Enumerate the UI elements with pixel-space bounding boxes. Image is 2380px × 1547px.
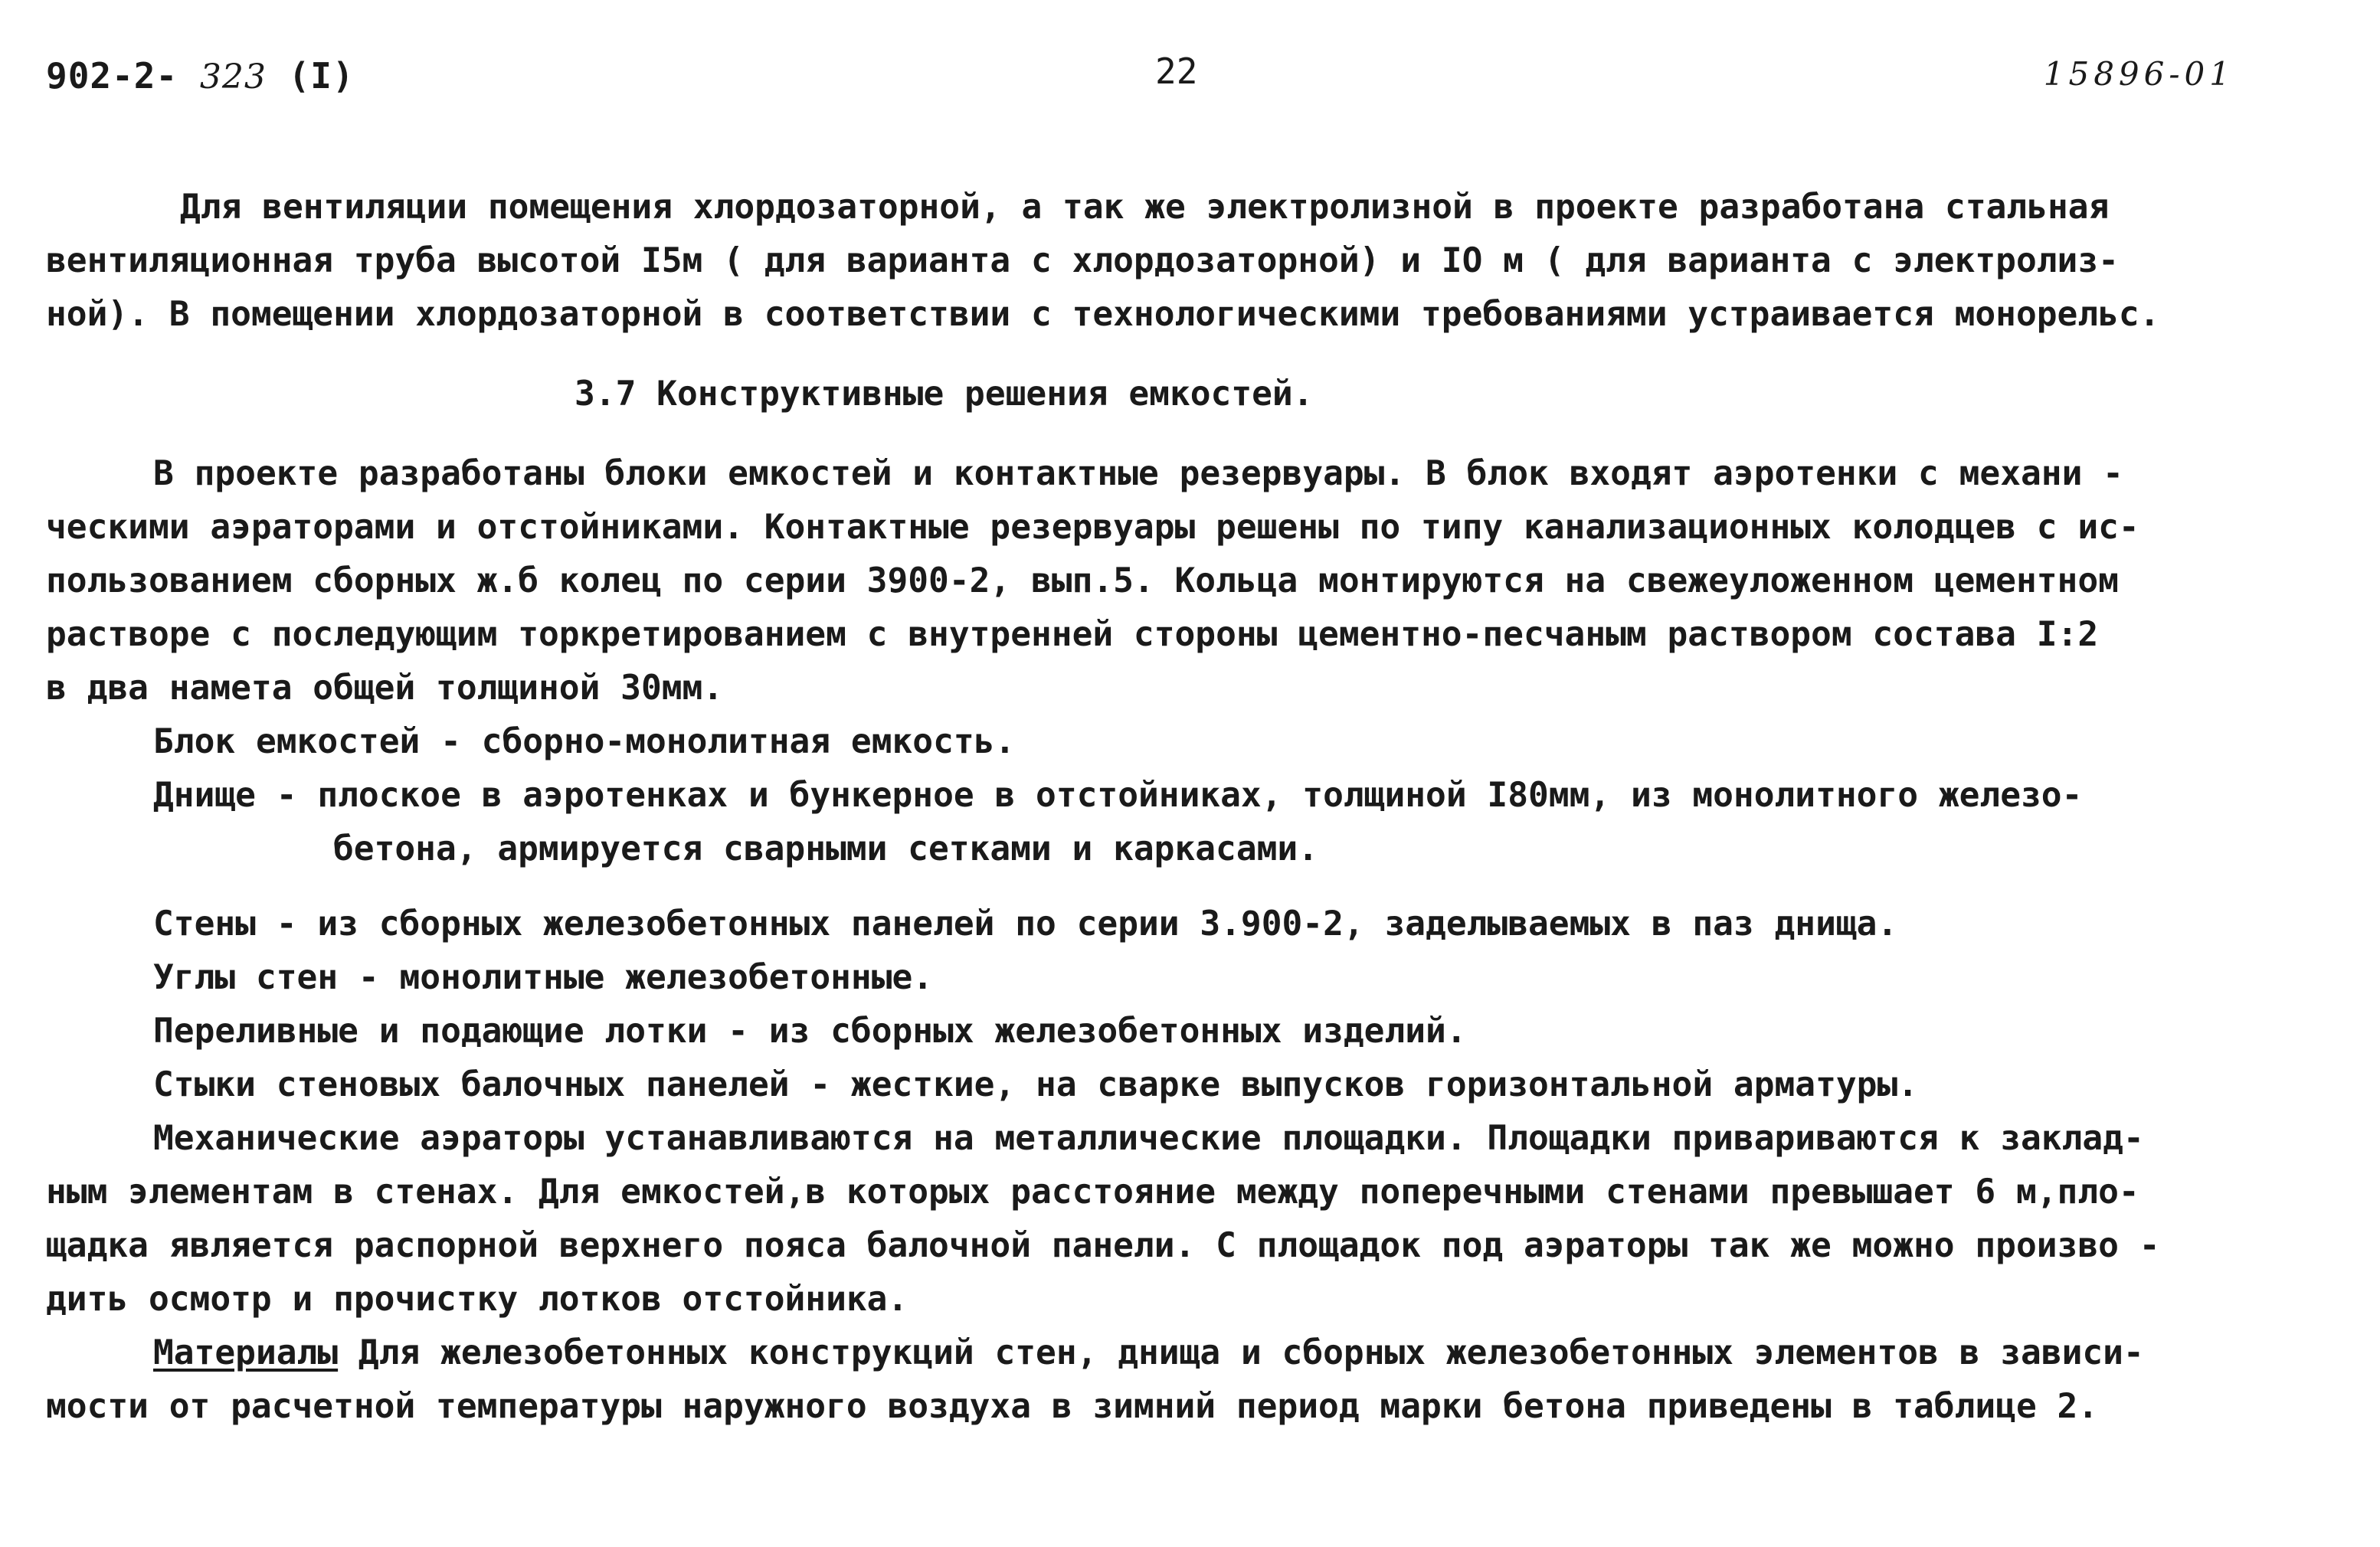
intro-paragraph bbox=[46, 181, 2336, 342]
text-line: ным элементам в стенах. Для емкостей,в которых расстояние между поперечными стенами превышает 6 м,пло- bbox=[46, 1173, 2139, 1212]
list-item-bottom: Днище - плоское в аэротенках и бункерное в отстойниках, толщиной I80мм, из монолитного железо- bbox=[153, 776, 2083, 815]
text-line: в два намета общей толщиной 30мм. bbox=[46, 669, 724, 708]
materials-label: Материалы bbox=[153, 1333, 339, 1372]
text-line: мости от расчетной температуры наружного воздуха в зимний период марки бетона приведены в таблице 2. bbox=[46, 1387, 2099, 1426]
aerators-paragraph bbox=[46, 1112, 2336, 1326]
list-item-joints: Стыки стеновых балочных панелей - жесткие, на сварке выпусков горизонтальной арматуры. bbox=[153, 1065, 1919, 1104]
list-item-walls: Стены - из сборных железобетонных панелей по серии 3.900-2, заделываемых в паз днища. bbox=[153, 904, 1898, 944]
structure-list bbox=[46, 715, 2336, 1112]
text-line: ной). В помещении хлордозаторной в соответствии с технологическими требованиями устраивается монорельс. bbox=[46, 295, 2160, 334]
list-item-block: Блок емкостей - сборно-монолитная емкость. bbox=[153, 722, 1016, 761]
body-text bbox=[46, 181, 2336, 1434]
text-line: В проекте разработаны блоки емкостей и контактные резервуары. В блок входят аэротенки с механи - bbox=[153, 454, 2123, 493]
text-line: пользованием сборных ж.б колец по серии 3900-2, вып.5. Кольца монтируются на свежеуложенном цементном bbox=[46, 561, 2119, 600]
materials-text: Для железобетонных конструкций стен, днища и сборных железобетонных элементов в зависи- bbox=[338, 1333, 2144, 1372]
text-line: Механические аэраторы устанавливаются на металлические площадки. Площадки привариваются к заклад- bbox=[153, 1119, 2144, 1158]
document-code bbox=[46, 55, 355, 96]
document-code-handwritten: 323 bbox=[199, 57, 267, 96]
paragraph-blocks bbox=[46, 447, 2336, 715]
text-line: дить осмотр и прочистку лотков отстойника. bbox=[46, 1280, 908, 1319]
list-item-trays: Переливные и подающие лотки - из сборных железобетонных изделий. bbox=[153, 1012, 1467, 1051]
text-line bbox=[46, 1326, 2336, 1380]
text-line: щадка является распорной верхнего пояса балочной панели. С площадок под аэраторы так же можно произво - bbox=[46, 1226, 2160, 1265]
text-line: вентиляционная труба высотой I5м ( для варианта с хлордозаторной) и IO м ( для варианта с электролиз- bbox=[46, 241, 2119, 280]
document-code-printed: 902-2- bbox=[46, 55, 178, 96]
text-line: ческими аэраторами и отстойниками. Контактные резервуары решены по типу канализационных колодцев с ис- bbox=[46, 508, 2139, 547]
list-item-corners: Углы стен - монолитные железобетонные. bbox=[153, 958, 934, 997]
materials-paragraph bbox=[46, 1326, 2336, 1434]
text-line: Для вентиляции помещения хлордозаторной, а так же электролизной в проекте разработана стальная bbox=[180, 188, 2110, 227]
list-item-bottom-cont: бетона, армируется сварными сетками и каркасами. bbox=[333, 829, 1318, 868]
text-line: растворе с последующим торкретированием с внутренней стороны цементно-песчаным раствором состава I:2 bbox=[46, 615, 2099, 654]
section-heading: 3.7 Конструктивные решения емкостей. bbox=[575, 374, 1314, 414]
page-number: 22 bbox=[1155, 51, 1198, 92]
inventory-number: 15896-01 bbox=[2043, 55, 2234, 93]
page-header bbox=[46, 44, 2334, 106]
document-code-suffix: (I) bbox=[288, 55, 355, 96]
